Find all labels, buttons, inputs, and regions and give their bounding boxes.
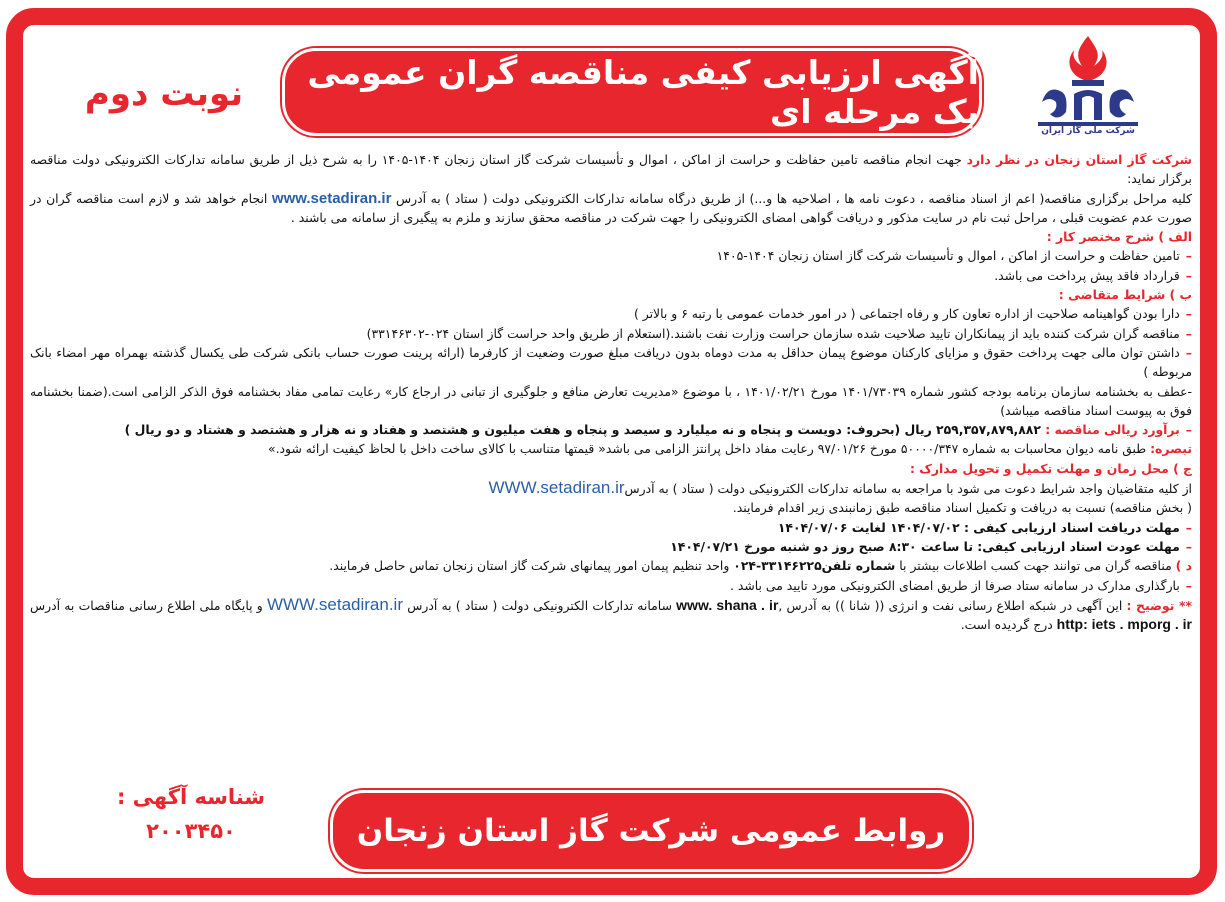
upload-line: –بارگذاری مدارک در سامانه ستاد صرفا از طریق امضای الکترونیکی مورد تایید می باشد . — [729, 577, 1192, 593]
section-b-heading: ب ) شرایط متقاضی : — [1058, 287, 1192, 303]
ad-id-value: ۲۰۰۳۴۵۰ — [146, 819, 236, 843]
deadline-return: –مهلت عودت اسناد ارزیابی کیفی: تا ساعت ۸:۳۰ صبح روز دو شنبه مورخ ۱۴۰۴/۰۷/۲۱ — [670, 538, 1192, 554]
section-d-line: د ) مناقصه گران می توانند جهت کسب اطلاعات بیشتر با شماره تلفن۳۳۱۴۶۲۲۵-۰۲۴ واحد تنظیم پیمان امور پیمانهای شرکت گاز استان زنجان تماس حاصل فرمایند. — [329, 558, 1192, 574]
section-b-item: –مناقصه گران شرکت کننده باید از پیمانکاران تایید صلاحیت شده سازمان حراست وزارت نفت باشند.(استعلام از طریق واحد حراست گاز استان ۰۲۴-۳۳۱۴۶۳۰۲) — [366, 325, 1192, 341]
ad-id-label: شناسه آگهی : — [116, 785, 266, 809]
company-intro: شرکت گاز استان زنجان در نظر دارد — [966, 152, 1192, 167]
section-a-heading: الف ) شرح مختصر کار : — [1046, 229, 1192, 245]
circular-paragraph: -عطف به بخشنامه سازمان برنامه بودجه کشور شماره ۱۴۰۱/۷۳۰۳۹ مورخ ۱۴۰۱/۰۲/۲۱ ، با موضوع «مدیریت تعارض منافع و جلوگیری از تبانی در ارجاع کار» رعایت تمامی مفاد بخشنامه فوق الذکر الزامی است.(ضمنا بخشنامه فوق به پیوست اسناد مناقصه میباشد) — [30, 383, 1193, 418]
round-label: نوبت دوم — [84, 74, 244, 114]
section-c-text: از کلیه متقاضیان واجد شرایط دعوت می شود با مراجعه به سامانه تدارکات الکترونیکی دولت ( ستاد ) به آدرسWWW.setadiran.ir — [488, 478, 1192, 498]
estimate-line: –برآورد ریالی مناقصه : ۲۵۹,۳۵۷,۸۷۹,۸۸۲ ریال (بحروف: دویست و پنجاه و نه میلیارد و سیصد و پنجاه و هفت میلیون و هشتصد و هفتاد و نه هزار و هشتصد و هشتاد و دو ریال ) — [124, 422, 1192, 438]
ad-title-banner: آگهی ارزیابی کیفی مناقصه گران عمومی یک مرحله ای — [282, 48, 982, 136]
section-c-text: ( بخش مناقصه) نسبت به دریافت و تکمیل اسناد مناقصه طبق زمانبندی زیر اقدام فرمایند. — [732, 500, 1192, 516]
section-b-item: –داشتن توان مالی جهت پرداخت حقوق و مزایای کارکنان موضوع پیمان حداقل به مدت دوماه بدون دریافت مبلغ صورت وضعیت از کارفرما (ارائه پرینت صورت حساب بانکی شرکت طی یکسال گذشته بهمراه مهر امضاء بانک مربوطه ) — [30, 344, 1192, 380]
shana-link[interactable]: www. shana . ir — [676, 596, 779, 613]
contact-phone: شماره تلفن۳۳۱۴۶۲۲۵-۰۲۴ — [733, 558, 896, 574]
setadiran-link[interactable]: www.setadiran.ir — [271, 189, 392, 207]
ad-body — [30, 150, 1192, 780]
section-a-item: –تامین حفاظت و حراست از اماکن ، اموال و تأسیسات شرکت گاز استان زنجان ۱۴۰۴-۱۴۰۵ — [716, 248, 1192, 264]
footer-banner: روابط عمومی شرکت گاز استان زنجان — [330, 790, 972, 872]
intro-paragraph: شرکت گاز استان زنجان در نظر دارد جهت انجام مناقصه تامین حفاظت و حراست از اماکن ، اموال و تأسیسات شرکت گاز استان زنجان ۱۴۰۴-۱۴۰۵ را به شرح ذیل از طریق سامانه تدارکات الکترونیکی دولت مناقصه برگزار نماید: — [30, 152, 1192, 187]
iets-link[interactable]: http: iets . mporg . ir — [1056, 616, 1192, 633]
section-a-item: –قرارداد فاقد پیش پرداخت می باشد. — [994, 267, 1192, 283]
portal-paragraph: کلیه مراحل برگزاری مناقصه( اعم از اسناد مناقصه ، دعوت نامه ها ، اصلاحیه ها و...) از طریق درگاه سامانه تدارکات الکترونیکی دولت ( ستاد ) به آدرس www.setadiran.ir انجام خواهد شد و لازم است مناقصه گران در صورت عدم عضویت قبلی ، مراحل ثبت نام در سایت مذکور و دریافت گواهی امضای الکترونیکی را جهت شرکت در مناقصه محقق سازند و ملزم به پیگیری از سامانه می باشند . — [30, 189, 1192, 225]
logo-caption: شرکت ملی گاز ایران — [1041, 126, 1135, 136]
setadiran-link[interactable]: WWW.setadiran.ir — [266, 594, 403, 614]
explanation-paragraph: ** توضیح : این آگهی در شبکه اطلاع رسانی نفت و انرژی (( شانا )) به آدرس ,www. shana . ir سامانه تدارکات الکترونیکی دولت ( ستاد ) به آدرس WWW.setadiran.ir و پایگاه ملی اطلاع رسانی مناقصات به آدرس http: iets . mporg . ir درج گردیده است. — [30, 594, 1192, 633]
ad-id — [116, 780, 266, 848]
section-c-heading: ج ) محل زمان و مهلت تکمیل و تحویل مدارک : — [909, 460, 1192, 476]
note-line: تبصره: طبق نامه دیوان محاسبات به شماره ۵۰۰۰۰/۳۴۷ مورخ ۹۷/۰۱/۲۶ رعایت مفاد داخل پرانتز الزامی می باشد« قیمتها متناسب با کالای ساخت داخل با لحاظ کیفیت ارائه شود.» — [268, 441, 1192, 457]
deadline-receive: –مهلت دریافت اسناد ارزیابی کیفی : ۱۴۰۴/۰۷/۰۲ لغایت ۱۴۰۴/۰۷/۰۶ — [777, 519, 1192, 535]
section-b-item: –دارا بودن گواهینامه صلاحیت از اداره تعاون کار و رفاه اجتماعی ( در امور خدمات عمومی با رتبه ۶ و بالاتر ) — [633, 306, 1192, 322]
setadiran-link[interactable]: WWW.setadiran.ir — [488, 478, 625, 498]
